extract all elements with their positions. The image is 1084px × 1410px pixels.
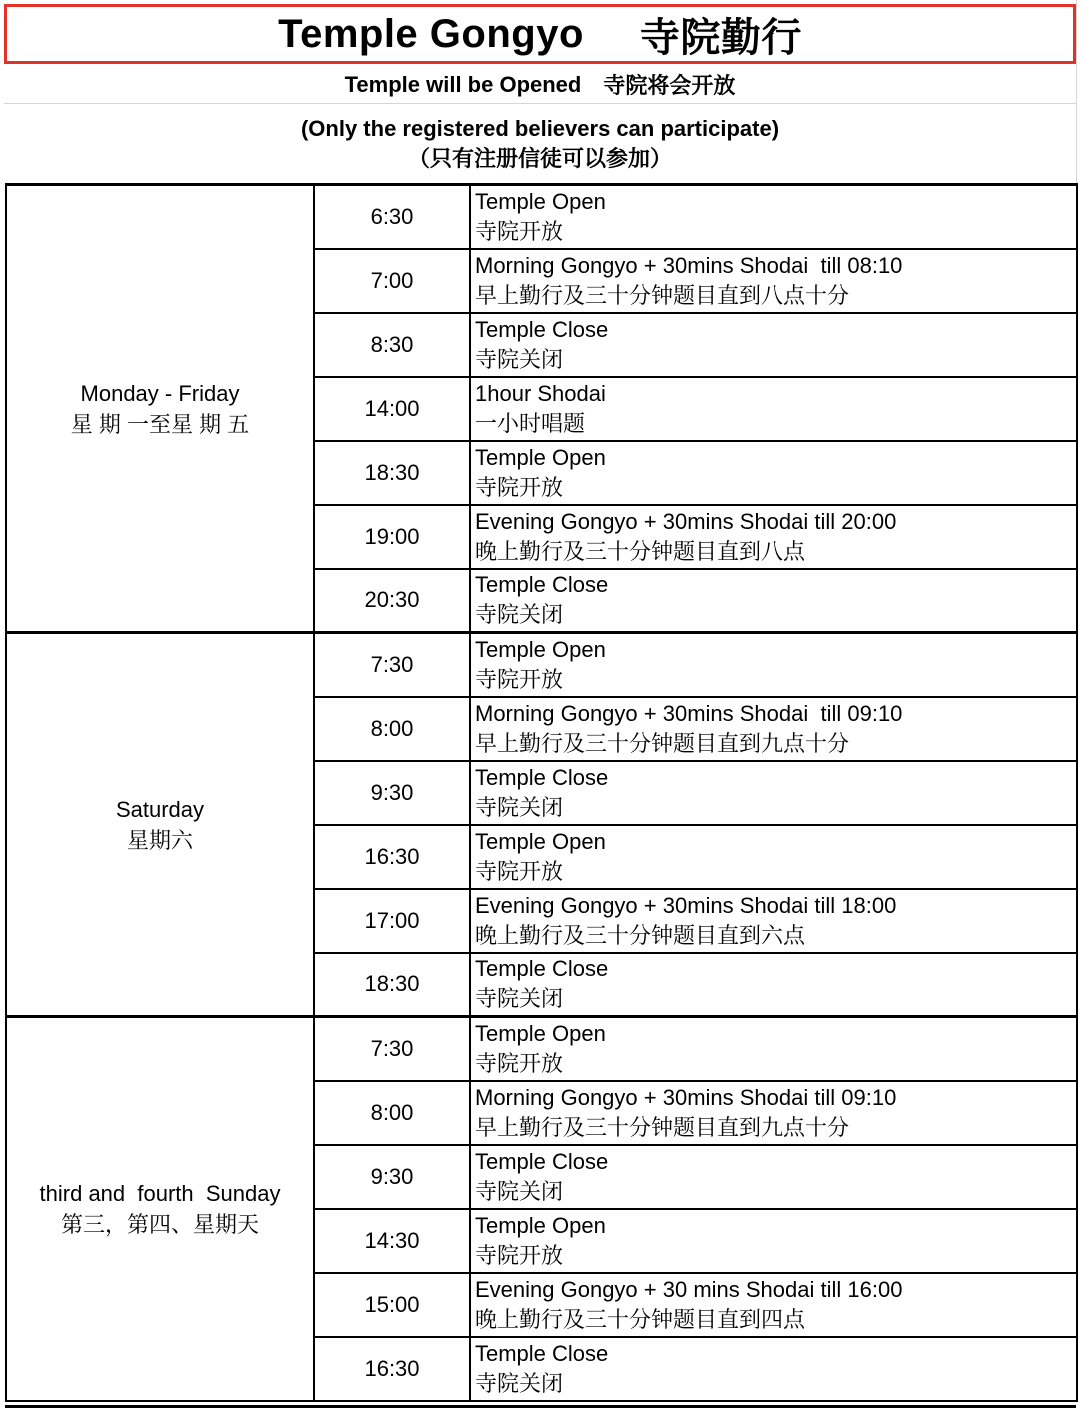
time-cell[interactable]: 8:30 bbox=[314, 313, 470, 377]
activity-cell[interactable] bbox=[470, 1273, 1077, 1337]
note-chinese: （只有注册信徒可以参加） bbox=[407, 146, 672, 171]
time-cell[interactable]: 18:30 bbox=[314, 953, 470, 1017]
activity-english: Temple Close bbox=[475, 956, 609, 982]
activity-chinese: 寺院开放 bbox=[475, 218, 564, 244]
time-cell[interactable]: 20:30 bbox=[314, 569, 470, 633]
opened-chinese: 寺院将会开放 bbox=[603, 73, 736, 98]
activity-english: Morning Gongyo + 30mins Shodai till 09:10 bbox=[475, 1084, 897, 1110]
day-cell[interactable] bbox=[6, 633, 314, 1017]
activity-cell[interactable] bbox=[470, 633, 1077, 697]
time-cell[interactable]: 17:00 bbox=[314, 889, 470, 953]
activity-cell[interactable] bbox=[470, 569, 1077, 633]
time-cell[interactable]: 7:30 bbox=[314, 1017, 470, 1081]
activity-cell[interactable] bbox=[470, 1081, 1077, 1145]
day-label-english: Saturday bbox=[115, 796, 205, 822]
time-cell[interactable]: 15:00 bbox=[314, 1273, 470, 1337]
activity-chinese: 早上勤行及三十分钟题目直到九点十分 bbox=[475, 1114, 850, 1140]
activity-cell[interactable] bbox=[470, 185, 1077, 249]
participation-note[interactable] bbox=[4, 105, 1076, 183]
activity-chinese: 晚上勤行及三十分钟题目直到四点 bbox=[475, 1306, 806, 1332]
day-label-english: Monday - Friday bbox=[80, 380, 240, 406]
activity-english: Temple Close bbox=[475, 764, 609, 790]
time-cell[interactable]: 14:00 bbox=[314, 377, 470, 441]
activity-chinese: 早上勤行及三十分钟题目直到九点十分 bbox=[475, 730, 850, 756]
day-label-chinese: 星期六 bbox=[126, 827, 193, 853]
activity-english: Temple Open bbox=[475, 444, 606, 470]
activity-chinese: 寺院关闭 bbox=[475, 1178, 564, 1204]
schedule-row bbox=[6, 185, 1077, 249]
activity-chinese: 寺院开放 bbox=[475, 1242, 564, 1268]
activity-english: Temple Close bbox=[475, 1340, 609, 1366]
activity-cell[interactable] bbox=[470, 1145, 1077, 1209]
activity-english: Evening Gongyo + 30 mins Shodai till 16:00 bbox=[475, 1276, 903, 1302]
activity-chinese: 寺院开放 bbox=[475, 858, 564, 884]
activity-english: Morning Gongyo + 30mins Shodai till 08:10 bbox=[475, 252, 903, 278]
time-cell[interactable]: 14:30 bbox=[314, 1209, 470, 1273]
activity-cell[interactable] bbox=[470, 889, 1077, 953]
activity-chinese: 寺院开放 bbox=[475, 666, 564, 692]
day-cell[interactable] bbox=[6, 185, 314, 633]
title-english: Temple Gongyo bbox=[278, 11, 584, 56]
time-cell[interactable]: 6:30 bbox=[314, 185, 470, 249]
activity-english: Evening Gongyo + 30mins Shodai till 20:00 bbox=[475, 508, 897, 534]
activity-english: Temple Open bbox=[475, 188, 606, 214]
activity-chinese: 寺院关闭 bbox=[475, 1370, 564, 1396]
activity-english: 1hour Shodai bbox=[475, 380, 606, 406]
activity-chinese: 寺院关闭 bbox=[475, 346, 564, 372]
time-cell[interactable]: 8:00 bbox=[314, 697, 470, 761]
activity-cell[interactable] bbox=[470, 377, 1077, 441]
activity-english: Temple Open bbox=[475, 828, 606, 854]
time-cell[interactable]: 19:00 bbox=[314, 505, 470, 569]
title-chinese: 寺院勤行 bbox=[639, 15, 802, 60]
activity-english: Temple Close bbox=[475, 572, 609, 598]
activity-chinese: 一小时唱题 bbox=[475, 410, 586, 436]
activity-cell[interactable] bbox=[470, 249, 1077, 313]
activity-cell[interactable] bbox=[470, 825, 1077, 889]
time-cell[interactable]: 8:00 bbox=[314, 1081, 470, 1145]
activity-chinese: 早上勤行及三十分钟题目直到八点十分 bbox=[475, 282, 850, 308]
note-english: (Only the registered believers can participate) bbox=[300, 116, 780, 141]
schedule-body bbox=[6, 185, 1077, 1401]
activity-english: Temple Open bbox=[475, 1020, 606, 1046]
day-cell[interactable] bbox=[6, 1017, 314, 1401]
time-cell[interactable]: 7:00 bbox=[314, 249, 470, 313]
time-cell[interactable]: 9:30 bbox=[314, 761, 470, 825]
sheet-gridline bbox=[1076, 0, 1077, 185]
activity-cell[interactable] bbox=[470, 953, 1077, 1017]
activity-chinese: 寺院关闭 bbox=[475, 602, 564, 628]
day-label-english: third and fourth Sunday bbox=[39, 1180, 281, 1206]
time-cell[interactable]: 7:30 bbox=[314, 633, 470, 697]
activity-cell[interactable] bbox=[470, 313, 1077, 377]
activity-english: Temple Open bbox=[475, 636, 606, 662]
opened-notice[interactable] bbox=[4, 66, 1076, 104]
time-cell[interactable]: 18:30 bbox=[314, 441, 470, 505]
activity-chinese: 寺院关闭 bbox=[475, 986, 564, 1012]
activity-english: Evening Gongyo + 30mins Shodai till 18:00 bbox=[475, 892, 897, 918]
activity-cell[interactable] bbox=[470, 1337, 1077, 1401]
activity-english: Temple Open bbox=[475, 1212, 606, 1238]
activity-chinese: 晚上勤行及三十分钟题目直到六点 bbox=[475, 922, 806, 948]
day-label-chinese: 星 期 一至星 期 五 bbox=[70, 411, 250, 437]
activity-chinese: 晚上勤行及三十分钟题目直到八点 bbox=[475, 538, 806, 564]
activity-cell[interactable] bbox=[470, 441, 1077, 505]
activity-english: Temple Close bbox=[475, 316, 609, 342]
opened-english: Temple will be Opened bbox=[344, 71, 582, 97]
page-title[interactable] bbox=[4, 4, 1076, 64]
activity-english: Temple Close bbox=[475, 1148, 609, 1174]
schedule-row bbox=[6, 1017, 1077, 1081]
activity-cell[interactable] bbox=[470, 1209, 1077, 1273]
activity-english: Morning Gongyo + 30mins Shodai till 09:10 bbox=[475, 700, 903, 726]
schedule-table bbox=[5, 183, 1078, 1402]
activity-cell[interactable] bbox=[470, 697, 1077, 761]
activity-chinese: 寺院关闭 bbox=[475, 794, 564, 820]
activity-cell[interactable] bbox=[470, 505, 1077, 569]
activity-cell[interactable] bbox=[470, 761, 1077, 825]
time-cell[interactable]: 9:30 bbox=[314, 1145, 470, 1209]
time-cell[interactable]: 16:30 bbox=[314, 825, 470, 889]
activity-cell[interactable] bbox=[470, 1017, 1077, 1081]
activity-chinese: 寺院开放 bbox=[475, 1050, 564, 1076]
table-bottom-border bbox=[5, 1405, 1076, 1408]
activity-chinese: 寺院开放 bbox=[475, 474, 564, 500]
day-label-chinese: 第三，第四、星期天 bbox=[60, 1211, 259, 1237]
schedule-row bbox=[6, 633, 1077, 697]
time-cell[interactable]: 16:30 bbox=[314, 1337, 470, 1401]
